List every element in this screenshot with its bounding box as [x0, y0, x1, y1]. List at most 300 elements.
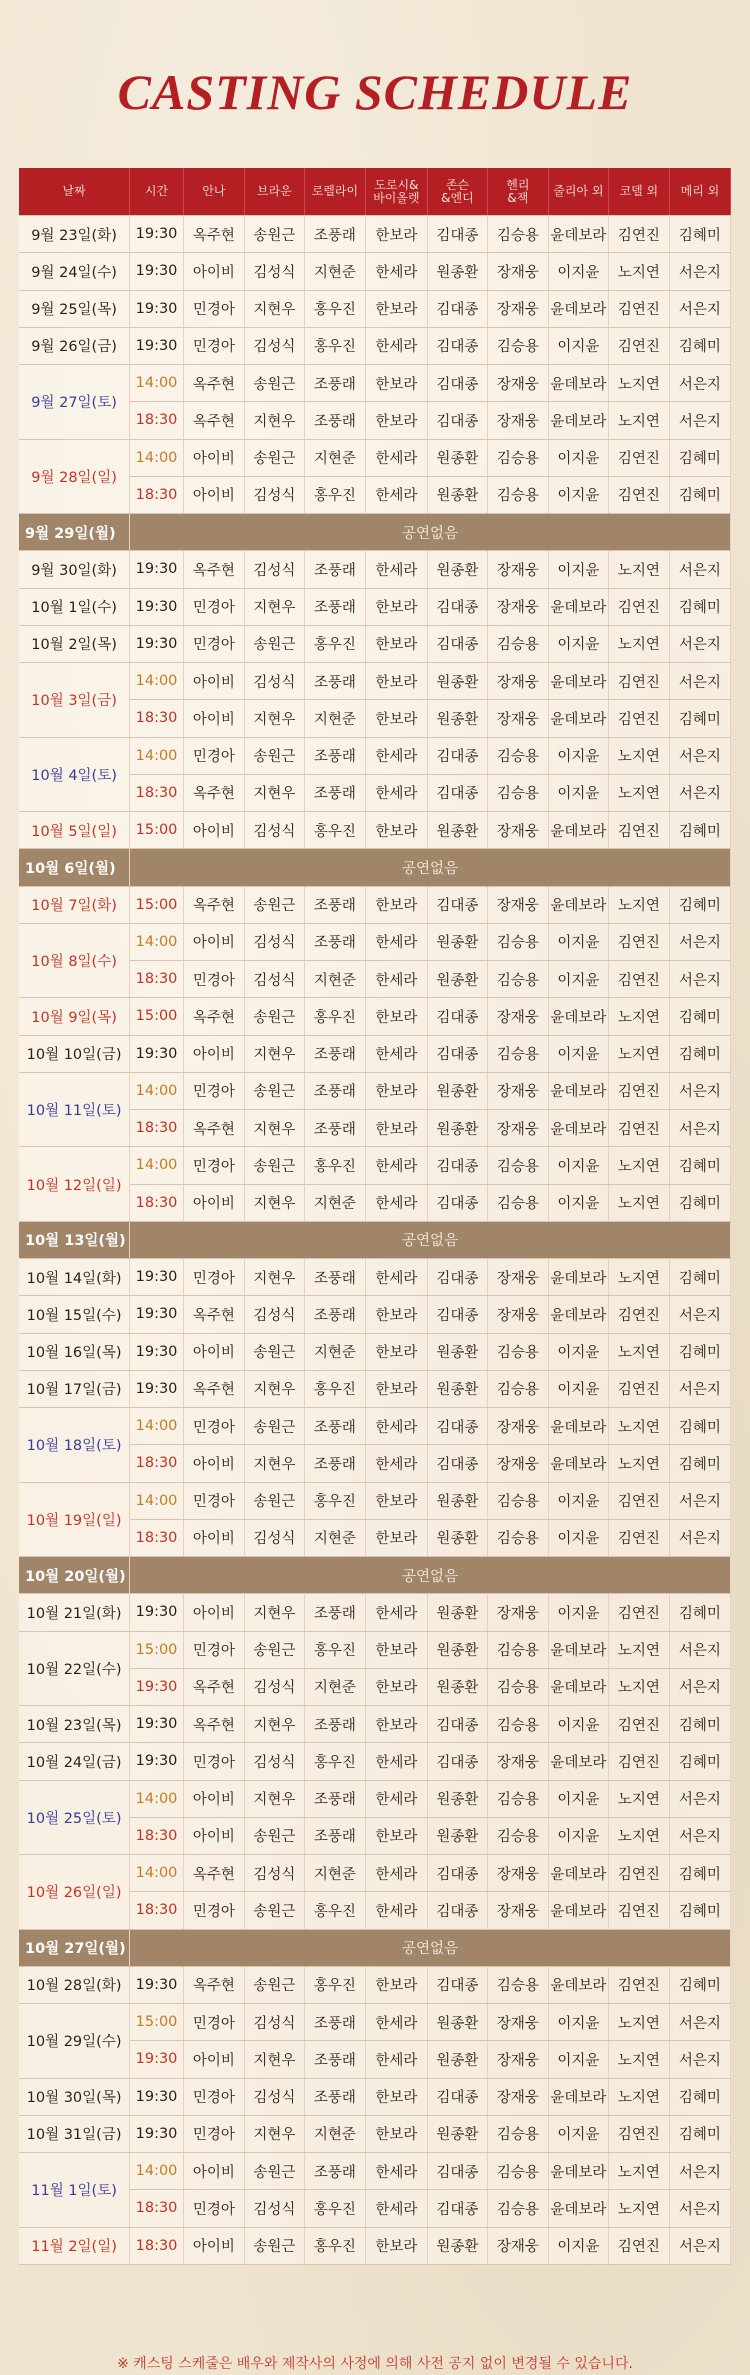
cast-cell: 한보라: [365, 1370, 427, 1407]
column-header: 안나: [183, 168, 244, 216]
date-cell: 10월 10일(금): [19, 1035, 130, 1072]
cast-cell: 장재웅: [487, 290, 548, 327]
cast-cell: 윤데보라: [548, 290, 608, 327]
date-cell: 10월 1일(수): [19, 588, 130, 625]
cast-cell: 한보라: [365, 1668, 427, 1705]
cast-cell: 이지윤: [548, 253, 608, 290]
cast-cell: 노지연: [608, 1147, 669, 1184]
schedule-row: [19, 253, 731, 290]
cast-cell: 김승용: [487, 439, 548, 476]
time-cell: 18:30: [130, 1519, 184, 1556]
time-cell: 18:30: [130, 2227, 184, 2264]
time-cell: 14:00: [130, 439, 184, 476]
cast-cell: 지현우: [244, 1594, 304, 1631]
cast-cell: 민경아: [183, 961, 244, 998]
cast-cell: 한보라: [365, 216, 427, 253]
cast-cell: 한보라: [365, 588, 427, 625]
cast-cell: 서은지: [669, 402, 730, 439]
cast-cell: 지현우: [244, 1184, 304, 1221]
cast-cell: 이지윤: [548, 1035, 608, 1072]
cast-cell: 서은지: [669, 663, 730, 700]
cast-cell: 홍우진: [304, 2227, 365, 2264]
cast-cell: 홍우진: [304, 1482, 365, 1519]
cast-cell: 김승용: [487, 774, 548, 811]
schedule-row: [19, 439, 731, 476]
cast-cell: 원종환: [427, 1370, 487, 1407]
column-header: 시간: [130, 168, 184, 216]
column-header: 로렐라이: [304, 168, 365, 216]
cast-cell: 김연진: [608, 588, 669, 625]
cast-cell: 김연진: [608, 327, 669, 364]
cast-cell: 지현우: [244, 1110, 304, 1147]
cast-cell: 김승용: [487, 216, 548, 253]
date-cell: 9월 27일(토): [19, 365, 130, 440]
time-cell: 14:00: [130, 663, 184, 700]
cast-cell: 김승용: [487, 327, 548, 364]
cast-cell: 김대종: [427, 1408, 487, 1445]
cast-cell: 지현우: [244, 2041, 304, 2078]
cast-cell: 송원근: [244, 2227, 304, 2264]
cast-cell: 김연진: [608, 812, 669, 849]
cast-cell: 조풍래: [304, 2004, 365, 2041]
cast-cell: 원종환: [427, 1780, 487, 1817]
cast-cell: 윤데보라: [548, 402, 608, 439]
cast-cell: 옥주현: [183, 551, 244, 588]
cast-cell: 민경아: [183, 1072, 244, 1109]
cast-cell: 이지윤: [548, 1519, 608, 1556]
cast-cell: 김대종: [427, 1035, 487, 1072]
cast-cell: 김대종: [427, 2078, 487, 2115]
cast-cell: 한세라: [365, 1855, 427, 1892]
cast-cell: 김승용: [487, 476, 548, 513]
cast-cell: 이지윤: [548, 2004, 608, 2041]
cast-cell: 김성식: [244, 1855, 304, 1892]
time-cell: 19:30: [130, 327, 184, 364]
cast-cell: 장재웅: [487, 1110, 548, 1147]
cast-cell: 민경아: [183, 1147, 244, 1184]
time-cell: 14:00: [130, 1780, 184, 1817]
cast-cell: 조풍래: [304, 923, 365, 960]
time-cell: 15:00: [130, 886, 184, 923]
schedule-row: [19, 1333, 731, 1370]
schedule-row: [19, 2004, 731, 2041]
cast-cell: 장재웅: [487, 365, 548, 402]
cast-cell: 한세라: [365, 1259, 427, 1296]
no-show-label: 공연없음: [130, 1557, 731, 1594]
cast-cell: 홍우진: [304, 290, 365, 327]
cast-cell: 한보라: [365, 402, 427, 439]
time-cell: 18:30: [130, 402, 184, 439]
cast-cell: 아이비: [183, 1184, 244, 1221]
cast-cell: 노지연: [608, 998, 669, 1035]
cast-cell: 서은지: [669, 1519, 730, 1556]
time-cell: 18:30: [130, 2190, 184, 2227]
cast-cell: 한보라: [365, 663, 427, 700]
cast-cell: 김혜미: [669, 1035, 730, 1072]
cast-cell: 윤데보라: [548, 663, 608, 700]
cast-cell: 노지연: [608, 737, 669, 774]
cast-cell: 원종환: [427, 923, 487, 960]
cast-cell: 아이비: [183, 253, 244, 290]
cast-cell: 김대종: [427, 1259, 487, 1296]
cast-cell: 김연진: [608, 1892, 669, 1929]
cast-cell: 김연진: [608, 439, 669, 476]
cast-cell: 지현우: [244, 1259, 304, 1296]
cast-cell: 김연진: [608, 1519, 669, 1556]
cast-cell: 민경아: [183, 327, 244, 364]
time-cell: 19:30: [130, 1743, 184, 1780]
cast-cell: 윤데보라: [548, 1296, 608, 1333]
date-cell: 10월 18일(토): [19, 1408, 130, 1483]
time-cell: 19:30: [130, 1370, 184, 1407]
cast-cell: 송원근: [244, 1147, 304, 1184]
cast-cell: 김승용: [487, 1370, 548, 1407]
cast-cell: 원종환: [427, 1333, 487, 1370]
cast-cell: 조풍래: [304, 1780, 365, 1817]
cast-cell: 지현준: [304, 1668, 365, 1705]
date-cell: 10월 15일(수): [19, 1296, 130, 1333]
cast-cell: 서은지: [669, 2190, 730, 2227]
cast-cell: 민경아: [183, 1259, 244, 1296]
cast-cell: 노지연: [608, 1333, 669, 1370]
schedule-row: [19, 1855, 731, 1892]
cast-cell: 원종환: [427, 439, 487, 476]
cast-cell: 김승용: [487, 1817, 548, 1854]
date-cell: 10월 7일(화): [19, 886, 130, 923]
cast-cell: 김연진: [608, 1855, 669, 1892]
cast-cell: 지현준: [304, 1855, 365, 1892]
cast-cell: 이지윤: [548, 476, 608, 513]
schedule-row: [19, 1966, 731, 2003]
cast-cell: 옥주현: [183, 365, 244, 402]
cast-cell: 김연진: [608, 1296, 669, 1333]
column-header: 도로시& 바이올렛: [365, 168, 427, 216]
schedule-row: [19, 1072, 731, 1109]
cast-cell: 장재웅: [487, 1408, 548, 1445]
cast-cell: 장재웅: [487, 1594, 548, 1631]
cast-cell: 옥주현: [183, 1370, 244, 1407]
no-show-row: [19, 514, 731, 551]
cast-cell: 서은지: [669, 2227, 730, 2264]
date-cell: 9월 30일(화): [19, 551, 130, 588]
cast-cell: 김성식: [244, 1668, 304, 1705]
cast-cell: 김혜미: [669, 812, 730, 849]
cast-cell: 장재웅: [487, 886, 548, 923]
cast-cell: 원종환: [427, 551, 487, 588]
cast-cell: 김혜미: [669, 1743, 730, 1780]
cast-cell: 조풍래: [304, 774, 365, 811]
cast-cell: 이지윤: [548, 923, 608, 960]
cast-cell: 지현우: [244, 1780, 304, 1817]
cast-cell: 장재웅: [487, 1892, 548, 1929]
casting-schedule-table: [19, 168, 731, 2265]
time-cell: 19:30: [130, 2078, 184, 2115]
cast-cell: 이지윤: [548, 774, 608, 811]
cast-cell: 김연진: [608, 1594, 669, 1631]
cast-cell: 김대종: [427, 327, 487, 364]
cast-cell: 김대종: [427, 2153, 487, 2190]
cast-cell: 서은지: [669, 1072, 730, 1109]
cast-cell: 송원근: [244, 1631, 304, 1668]
cast-cell: 김혜미: [669, 998, 730, 1035]
cast-cell: 노지연: [608, 2041, 669, 2078]
cast-cell: 김혜미: [669, 1259, 730, 1296]
cast-cell: 조풍래: [304, 216, 365, 253]
cast-cell: 김승용: [487, 737, 548, 774]
schedule-row: [19, 588, 731, 625]
cast-cell: 김대종: [427, 290, 487, 327]
cast-cell: 노지연: [608, 886, 669, 923]
column-header: 코델 외: [608, 168, 669, 216]
cast-cell: 송원근: [244, 1408, 304, 1445]
time-cell: 14:00: [130, 1147, 184, 1184]
cast-cell: 송원근: [244, 216, 304, 253]
cast-cell: 원종환: [427, 476, 487, 513]
time-cell: 15:00: [130, 812, 184, 849]
cast-cell: 윤데보라: [548, 2190, 608, 2227]
cast-cell: 한세라: [365, 551, 427, 588]
schedule-row: [19, 737, 731, 774]
cast-cell: 김대종: [427, 1892, 487, 1929]
cast-cell: 김혜미: [669, 1892, 730, 1929]
cast-cell: 한세라: [365, 1445, 427, 1482]
cast-cell: 서은지: [669, 1110, 730, 1147]
cast-cell: 서은지: [669, 625, 730, 662]
cast-cell: 이지윤: [548, 1184, 608, 1221]
time-cell: 18:30: [130, 1817, 184, 1854]
cast-cell: 김혜미: [669, 886, 730, 923]
cast-cell: 지현우: [244, 2115, 304, 2152]
cast-cell: 서은지: [669, 1296, 730, 1333]
column-header: 날짜: [19, 168, 130, 216]
cast-cell: 노지연: [608, 2190, 669, 2227]
cast-cell: 노지연: [608, 1631, 669, 1668]
cast-cell: 조풍래: [304, 1817, 365, 1854]
cast-cell: 민경아: [183, 588, 244, 625]
cast-cell: 윤데보라: [548, 700, 608, 737]
cast-cell: 김연진: [608, 923, 669, 960]
cast-cell: 원종환: [427, 1668, 487, 1705]
cast-cell: 원종환: [427, 1817, 487, 1854]
cast-cell: 김승용: [487, 1631, 548, 1668]
cast-cell: 김성식: [244, 663, 304, 700]
cast-cell: 김대종: [427, 774, 487, 811]
cast-cell: 한세라: [365, 737, 427, 774]
cast-cell: 옥주현: [183, 1296, 244, 1333]
cast-cell: 원종환: [427, 812, 487, 849]
cast-cell: 한보라: [365, 1631, 427, 1668]
cast-cell: 송원근: [244, 1892, 304, 1929]
cast-cell: 서은지: [669, 1482, 730, 1519]
cast-cell: 김혜미: [669, 2115, 730, 2152]
cast-cell: 원종환: [427, 2004, 487, 2041]
page-title: CASTING SCHEDULE: [117, 64, 633, 120]
cast-cell: 서은지: [669, 1631, 730, 1668]
cast-cell: 한보라: [365, 290, 427, 327]
time-cell: 19:30: [130, 625, 184, 662]
cast-cell: 지현우: [244, 290, 304, 327]
schedule-row: [19, 2115, 731, 2152]
cast-cell: 조풍래: [304, 1706, 365, 1743]
cast-cell: 옥주현: [183, 402, 244, 439]
cast-cell: 한세라: [365, 1408, 427, 1445]
time-cell: 19:30: [130, 2041, 184, 2078]
no-show-label: 공연없음: [130, 1929, 731, 1966]
time-cell: 19:30: [130, 216, 184, 253]
schedule-row: [19, 1259, 731, 1296]
cast-cell: 원종환: [427, 1482, 487, 1519]
cast-cell: 김승용: [487, 961, 548, 998]
cast-cell: 지현준: [304, 961, 365, 998]
time-cell: 14:00: [130, 1482, 184, 1519]
schedule-row: [19, 812, 731, 849]
time-cell: 19:30: [130, 588, 184, 625]
date-cell: 10월 6일(월): [19, 849, 130, 886]
time-cell: 18:30: [130, 700, 184, 737]
cast-cell: 원종환: [427, 961, 487, 998]
cast-cell: 조풍래: [304, 2041, 365, 2078]
cast-cell: 이지윤: [548, 737, 608, 774]
cast-cell: 아이비: [183, 1780, 244, 1817]
cast-cell: 민경아: [183, 290, 244, 327]
cast-cell: 김대종: [427, 588, 487, 625]
time-cell: 19:30: [130, 551, 184, 588]
cast-cell: 윤데보라: [548, 812, 608, 849]
cast-cell: 민경아: [183, 1408, 244, 1445]
cast-cell: 윤데보라: [548, 2078, 608, 2115]
cast-cell: 김혜미: [669, 1333, 730, 1370]
cast-cell: 한보라: [365, 1817, 427, 1854]
cast-cell: 김대종: [427, 365, 487, 402]
cast-cell: 노지연: [608, 551, 669, 588]
cast-cell: 김대종: [427, 1966, 487, 2003]
cast-cell: 윤데보라: [548, 1445, 608, 1482]
cast-cell: 조풍래: [304, 588, 365, 625]
cast-cell: 서은지: [669, 551, 730, 588]
time-cell: 18:30: [130, 774, 184, 811]
cast-cell: 이지윤: [548, 2115, 608, 2152]
cast-cell: 이지윤: [548, 1333, 608, 1370]
cast-cell: 아이비: [183, 1035, 244, 1072]
schedule-row: [19, 1296, 731, 1333]
cast-cell: 장재웅: [487, 1855, 548, 1892]
cast-cell: 서은지: [669, 1668, 730, 1705]
cast-cell: 김승용: [487, 1668, 548, 1705]
schedule-row: [19, 998, 731, 1035]
cast-cell: 민경아: [183, 1743, 244, 1780]
cast-cell: 옥주현: [183, 1855, 244, 1892]
cast-cell: 김승용: [487, 1147, 548, 1184]
cast-cell: 김성식: [244, 1296, 304, 1333]
cast-cell: 윤데보라: [548, 365, 608, 402]
cast-cell: 한보라: [365, 2078, 427, 2115]
cast-cell: 김대종: [427, 1445, 487, 1482]
time-cell: 19:30: [130, 290, 184, 327]
cast-cell: 아이비: [183, 2227, 244, 2264]
schedule-row: [19, 2153, 731, 2190]
cast-cell: 서은지: [669, 365, 730, 402]
schedule-row: [19, 551, 731, 588]
cast-cell: 조풍래: [304, 2078, 365, 2115]
no-show-row: [19, 1557, 731, 1594]
cast-cell: 김승용: [487, 1482, 548, 1519]
cast-cell: 한보라: [365, 2227, 427, 2264]
cast-cell: 아이비: [183, 476, 244, 513]
no-show-label: 공연없음: [130, 514, 731, 551]
cast-cell: 김승용: [487, 2190, 548, 2227]
cast-cell: 서은지: [669, 253, 730, 290]
date-cell: 10월 9일(목): [19, 998, 130, 1035]
time-cell: 14:00: [130, 737, 184, 774]
schedule-row: [19, 1370, 731, 1407]
cast-cell: 노지연: [608, 1035, 669, 1072]
cast-cell: 윤데보라: [548, 998, 608, 1035]
cast-cell: 김성식: [244, 812, 304, 849]
cast-cell: 송원근: [244, 625, 304, 662]
cast-cell: 김연진: [608, 290, 669, 327]
column-header: 브라운: [244, 168, 304, 216]
date-cell: 10월 23일(목): [19, 1706, 130, 1743]
no-show-label: 공연없음: [130, 1221, 731, 1258]
cast-cell: 한세라: [365, 2004, 427, 2041]
cast-cell: 한세라: [365, 1780, 427, 1817]
cast-cell: 아이비: [183, 663, 244, 700]
cast-cell: 민경아: [183, 2190, 244, 2227]
cast-cell: 장재웅: [487, 1296, 548, 1333]
cast-cell: 김연진: [608, 961, 669, 998]
cast-cell: 김성식: [244, 1519, 304, 1556]
cast-cell: 한세라: [365, 774, 427, 811]
cast-cell: 장재웅: [487, 1445, 548, 1482]
cast-cell: 장재웅: [487, 253, 548, 290]
cast-cell: 김혜미: [669, 1855, 730, 1892]
cast-cell: 한세라: [365, 2153, 427, 2190]
time-cell: 19:30: [130, 1333, 184, 1370]
cast-cell: 김혜미: [669, 1594, 730, 1631]
cast-cell: 홍우진: [304, 1743, 365, 1780]
cast-cell: 원종환: [427, 1072, 487, 1109]
cast-cell: 서은지: [669, 2004, 730, 2041]
cast-cell: 이지윤: [548, 1817, 608, 1854]
cast-cell: 한세라: [365, 1892, 427, 1929]
cast-cell: 송원근: [244, 886, 304, 923]
cast-cell: 노지연: [608, 1668, 669, 1705]
cast-cell: 민경아: [183, 625, 244, 662]
cast-cell: 김대종: [427, 998, 487, 1035]
cast-cell: 장재웅: [487, 2004, 548, 2041]
cast-cell: 옥주현: [183, 1706, 244, 1743]
time-cell: 14:00: [130, 1408, 184, 1445]
cast-cell: 김대종: [427, 737, 487, 774]
cast-cell: 한보라: [365, 812, 427, 849]
cast-cell: 아이비: [183, 1445, 244, 1482]
cast-cell: 김대종: [427, 1743, 487, 1780]
cast-cell: 김대종: [427, 886, 487, 923]
cast-cell: 장재웅: [487, 402, 548, 439]
cast-cell: 아이비: [183, 1519, 244, 1556]
cast-cell: 이지윤: [548, 1594, 608, 1631]
cast-cell: 조풍래: [304, 1408, 365, 1445]
date-cell: 10월 31일(금): [19, 2115, 130, 2152]
cast-cell: 아이비: [183, 1817, 244, 1854]
cast-cell: 한보라: [365, 700, 427, 737]
cast-cell: 지현우: [244, 774, 304, 811]
cast-cell: 윤데보라: [548, 1855, 608, 1892]
cast-cell: 장재웅: [487, 2227, 548, 2264]
cast-cell: 서은지: [669, 961, 730, 998]
cast-cell: 김연진: [608, 1110, 669, 1147]
time-cell: 19:30: [130, 1259, 184, 1296]
